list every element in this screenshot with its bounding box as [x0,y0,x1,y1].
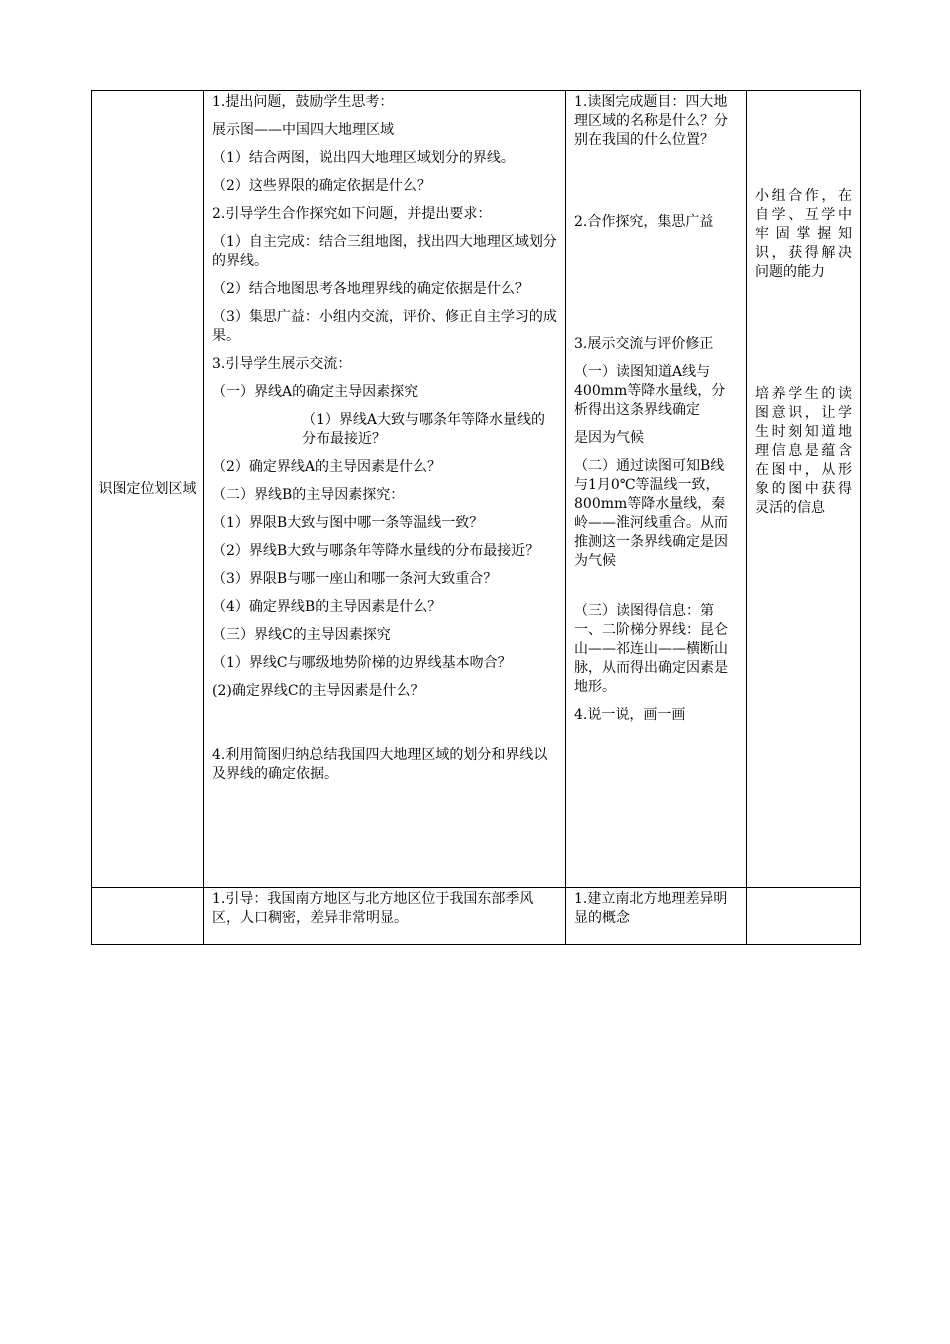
student-activity-cell [566,91,747,888]
teacher-step: （2）确定界线A的主导因素是什么？ [212,459,442,475]
student-step: 1.建立南北方地理差异明显的概念 [574,891,728,926]
student-step: （三）读图得信息：第一、二阶梯分界线：昆仑山——祁连山——横断山脉，从而得出确定因素是地形。 [574,603,728,695]
teacher-step: （一）界线A的确定主导因素探究 [212,384,419,400]
teacher-step: 4.利用简图归纳总结我国四大地理区域的划分和界线以及界线的确定依据。 [212,747,548,782]
student-step: （二）通过读图可知B线与1月0℃等温线一致，800mm等降水量线，秦岭——淮河线重合。从而推测这一条界线确定是因为气候 [574,458,728,569]
teacher-step: （二）界线B的主导因素探究： [212,487,405,503]
teacher-step: 1.引导：我国南方地区与北方地区位于我国东部季风区，人口稠密，差异非常明显。 [212,891,534,926]
student-activity-cell [566,888,747,945]
teacher-activity-cell [204,888,566,945]
teacher-step: 2.引导学生合作探究如下问题，并提出要求： [212,206,492,222]
lesson-plan-table [91,90,861,945]
teacher-step: 展示图——中国四大地理区域 [212,122,394,138]
teacher-step: （1）自主完成：结合三组地图，找出四大地理区域划分的界线。 [212,234,557,269]
teacher-step: （2）界线B大致与哪条年等降水量线的分布最接近？ [212,543,540,559]
teacher-step: （1）界线A大致与哪条年等降水量线的分布最接近？ [302,412,546,447]
design-intent-cell [747,91,861,888]
teacher-step: （3）界限B与哪一座山和哪一条河大致重合？ [212,571,498,587]
teacher-step: (2)确定界线C的主导因素是什么？ [212,683,425,699]
teacher-step: （1）界线C与哪级地势阶梯的边界线基本吻合？ [212,655,512,671]
student-step: 是因为气候 [574,430,644,446]
teacher-step: （4）确定界线B的主导因素是什么？ [212,599,442,615]
student-step: 1.读图完成题目：四大地理区域的名称是什么？分别在我国的什么位置？ [574,94,728,148]
student-step: （一）读图知道A线与400mm等降水量线，分析得出这条界线确定 [574,364,726,418]
table-row [92,888,861,945]
teacher-step: 3.引导学生展示交流： [212,356,352,372]
teacher-step: （三）界线C的主导因素探究 [212,627,391,643]
student-step: 4.说一说，画一画 [574,707,686,723]
teacher-step: （1）结合两图，说出四大地理区域划分的界线。 [212,150,515,166]
teacher-step: （2）结合地图思考各地理界线的确定依据是什么？ [212,281,529,297]
teacher-step: （1）界限B大致与图中哪一条等温线一致？ [212,515,484,531]
topic-cell [92,888,204,945]
intent-text: 培养学生的读图意识，让学生时刻知道地理信息是蕴含在图中，从形象的图中获得灵活的信息 [755,386,852,516]
topic-text: 识图定位划区域 [98,480,197,497]
teacher-step: （2）这些界限的确定依据是什么？ [212,178,431,194]
table-row [92,91,861,888]
design-intent-cell [747,888,861,945]
teacher-activity-cell [204,91,566,888]
intent-text: 小组合作，在自学、互学中牢固掌握知识，获得解决问题的能力 [755,188,852,280]
teacher-step: （3）集思广益：小组内交流，评价、修正自主学习的成果。 [212,309,557,344]
student-step: 3.展示交流与评价修正 [574,336,714,352]
student-step: 2.合作探究，集思广益 [574,214,714,230]
teacher-step: 1.提出问题，鼓励学生思考： [212,94,394,110]
topic-cell [92,91,204,888]
